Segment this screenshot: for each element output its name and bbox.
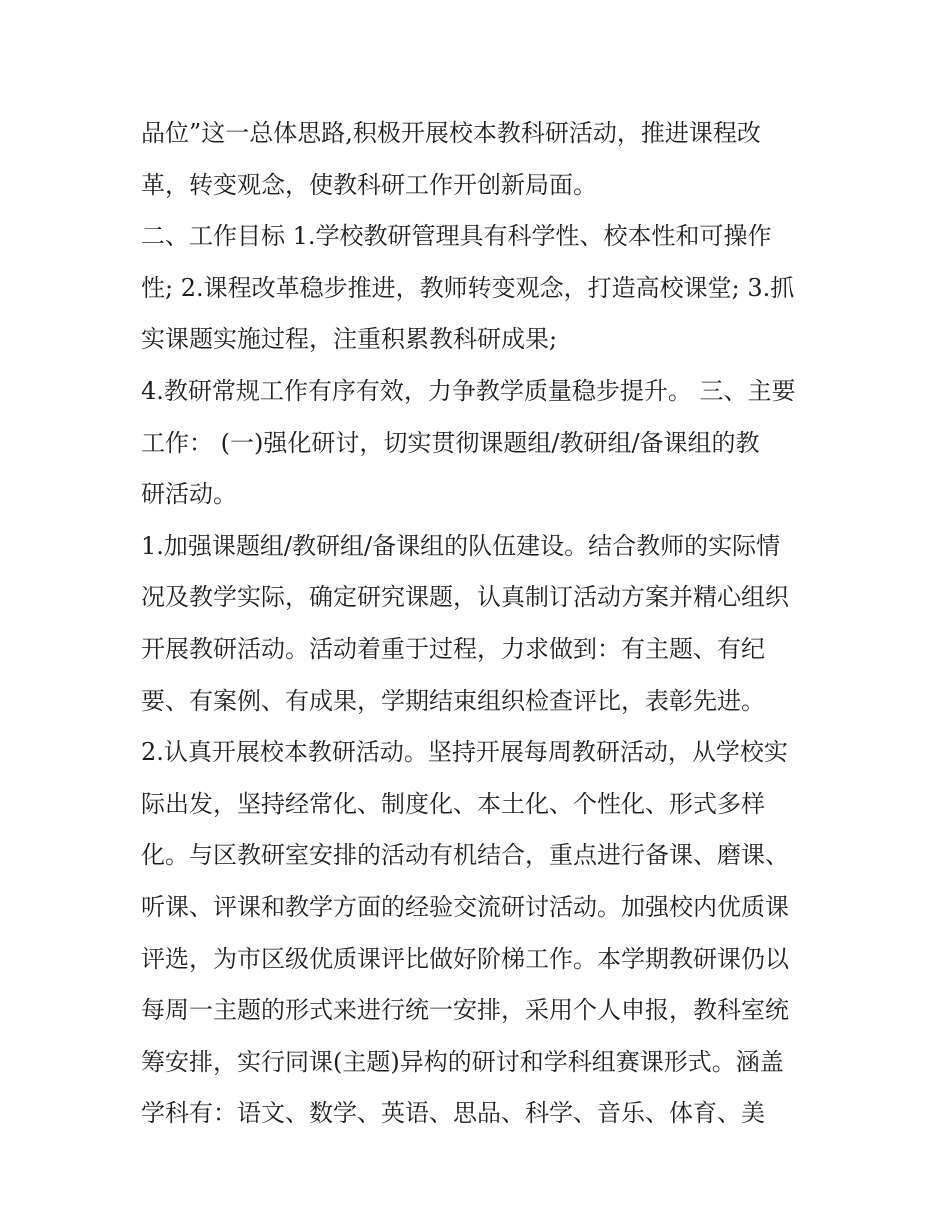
text-line: 评选，为市区级优质课评比做好阶梯工作。本学期教研课仍以 [141, 944, 789, 973]
body-text [141, 108, 821, 1140]
text-line: 每周一主题的形式来进行统一安排，采用个人申报，教科室统 [141, 996, 789, 1025]
text-line: 1.加强课题组/教研组/备课组的队伍建设。结合教师的实际情 [141, 531, 781, 560]
text-line: 学科有：语文、数学、英语、思品、科学、音乐、体育、美 [141, 1099, 765, 1128]
text-line: 要、有案例、有成果，学期结束组织检查评比，表彰先进。 [141, 686, 765, 715]
text-line: 况及教学实际，确定研究课题，认真制订活动方案并精心组织 [141, 583, 789, 612]
text-line: 性; 2.课程改革稳步推进，教师转变观念，打造高校课堂; 3.抓 [141, 273, 795, 302]
text-line: 开展教研活动。活动着重于过程，力求做到：有主题、有纪 [141, 634, 765, 663]
text-line: 革，转变观念，使教科研工作开创新局面。 [141, 170, 597, 199]
text-line: 实课题实施过程，注重积累教科研成果; [141, 325, 558, 354]
text-line: 2.认真开展校本教研活动。坚持开展每周教研活动，从学校实 [141, 738, 788, 767]
text-line: 二、工作目标 1.学校教研管理具有科学性、校本性和可操作 [141, 222, 772, 251]
text-line: 4.教研常规工作有序有效，力争教学质量稳步提升。 三、主要 [141, 376, 796, 405]
text-line: 际出发，坚持经常化、制度化、本土化、个性化、形式多样 [141, 789, 765, 818]
text-line: 研活动。 [141, 480, 237, 509]
text-line: 筹安排，实行同课(主题)异构的研讨和学科组赛课形式。涵盖 [141, 1047, 784, 1076]
text-line: 品位”这一总体思路,积极开展校本教科研活动，推进课程改 [141, 119, 761, 147]
text-line: 工作： (一)强化研讨，切实贯彻课题组/教研组/备课组的教 [141, 428, 760, 457]
text-line: 听课、评课和教学方面的经验交流研讨活动。加强校内优质课 [141, 892, 789, 921]
text-line: 化。与区教研室安排的活动有机结合，重点进行备课、磨课、 [141, 841, 789, 870]
